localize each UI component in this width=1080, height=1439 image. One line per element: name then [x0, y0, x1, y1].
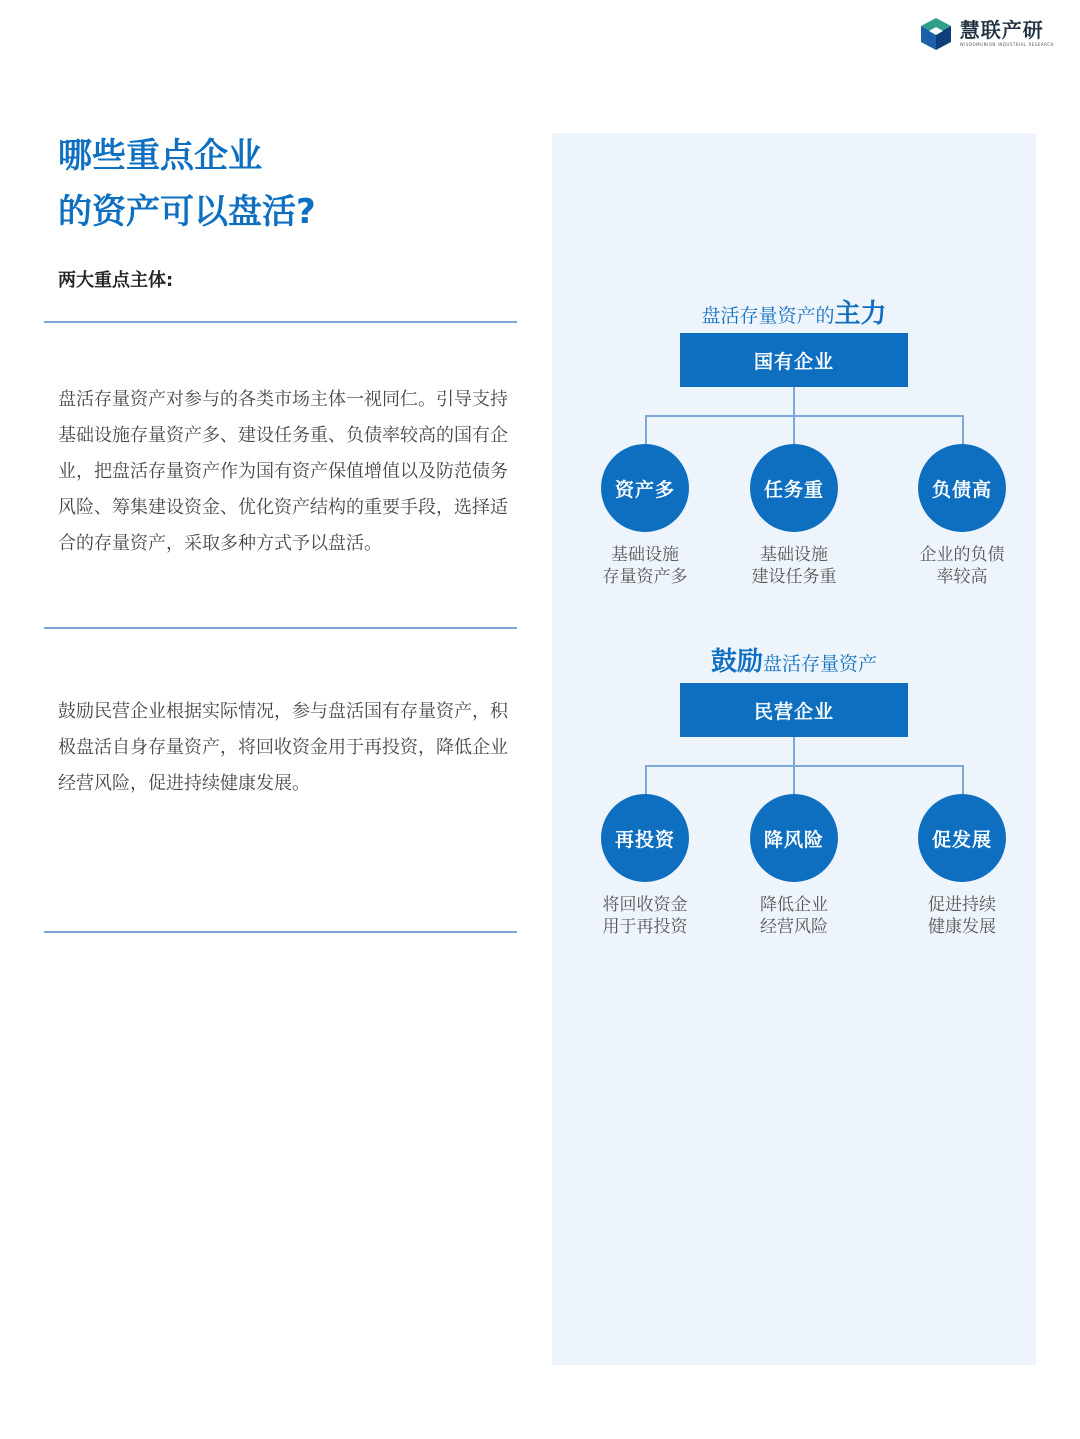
caption-line: 存量资产多 — [602, 567, 688, 587]
diagram-panel — [552, 133, 1036, 1365]
connector-branch — [645, 765, 647, 795]
page-title-line-2: 的资产可以盘活? — [58, 192, 316, 232]
section-subtitle: 两大重点主体: — [58, 270, 174, 291]
caption-high-debt — [897, 544, 1027, 588]
connector-vertical — [793, 387, 795, 416]
heading-small-text: 盘活存量资产 — [763, 653, 878, 675]
diagram-heading-encourage — [552, 641, 1036, 678]
connector-horizontal — [645, 415, 963, 417]
caption-reinvest — [580, 894, 710, 938]
circle-heavy-tasks: 任务重 — [750, 444, 838, 532]
circle-reduce-risk: 降风险 — [750, 794, 838, 882]
caption-reduce-risk — [729, 894, 859, 938]
heading-small-text: 盘活存量资产的 — [701, 305, 835, 327]
caption-promote-development — [897, 894, 1027, 938]
connector-horizontal — [645, 765, 963, 767]
paragraph-state-owned: 盘活存量资产对参与的各类市场主体一视同仁。引导支持基础设施存量资产多、建设任务重、负债率较高的国有企业，把盘活存量资产作为国有资产保值增值以及防范债务风险、筹集建设资金、优化资产结构的重要手段，选择适合的存量资产，采取多种方式予以盘活。 — [58, 389, 508, 554]
divider-3 — [44, 931, 517, 933]
cube-logo-icon — [918, 16, 954, 52]
connector-branch — [793, 765, 795, 795]
brand-name-en: WISDOMUNION INDUSTRIAL RESEARCH — [959, 42, 1054, 47]
caption-more-assets — [580, 544, 710, 588]
circle-promote-development: 促发展 — [918, 794, 1006, 882]
caption-line: 企业的负债 — [919, 545, 1005, 565]
heading-big-text: 主力 — [834, 299, 887, 329]
caption-line: 经营风险 — [760, 917, 828, 937]
circle-more-assets: 资产多 — [601, 444, 689, 532]
caption-line: 将回收资金 — [602, 895, 688, 915]
page-title — [58, 128, 316, 240]
connector-branch — [962, 765, 964, 795]
paragraph-private: 鼓励民营企业根据实际情况，参与盘活国有存量资产，积极盘活自身存量资产，将回收资金用于再投资，降低企业经营风险，促进持续健康发展。 — [58, 701, 508, 794]
page-title-line-1: 哪些重点企业 — [58, 136, 262, 176]
heading-big-text: 鼓励 — [710, 647, 763, 677]
divider-1 — [44, 321, 517, 323]
caption-line: 率较高 — [936, 567, 988, 587]
caption-line: 基础设施 — [760, 545, 828, 565]
caption-line: 基础设施 — [611, 545, 679, 565]
connector-branch — [962, 415, 964, 445]
connector-branch — [793, 415, 795, 445]
caption-line: 用于再投资 — [602, 917, 688, 937]
state-owned-enterprise-box: 国有企业 — [680, 333, 908, 387]
connector-vertical — [793, 737, 795, 766]
caption-line: 促进持续 — [928, 895, 996, 915]
private-enterprise-box: 民营企业 — [680, 683, 908, 737]
divider-2 — [44, 627, 517, 629]
connector-branch — [645, 415, 647, 445]
diagram-heading-main-force — [552, 293, 1036, 330]
brand-name: 慧联产研 — [959, 18, 1044, 42]
circle-high-debt: 负债高 — [918, 444, 1006, 532]
caption-heavy-tasks — [729, 544, 859, 588]
circle-reinvest: 再投资 — [601, 794, 689, 882]
caption-line: 建设任务重 — [751, 567, 837, 587]
caption-line: 降低企业 — [760, 895, 828, 915]
caption-line: 健康发展 — [928, 917, 996, 937]
brand-logo — [918, 16, 1054, 52]
